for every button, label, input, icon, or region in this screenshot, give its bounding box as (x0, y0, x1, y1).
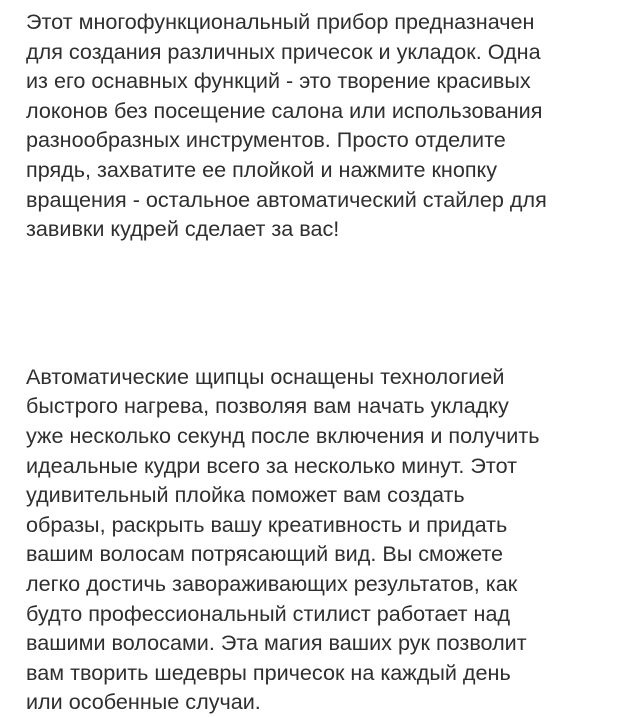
text-line: для создания различных причесок и укладок. Одна (26, 38, 541, 64)
text-line: вам творить шедевры причесок на каждый день (26, 659, 511, 685)
text-line: Автоматические щипцы оснащены технологией (26, 363, 505, 389)
text-line: быстрого нагрева, позволяя вам начать укладку (26, 393, 509, 419)
text-line: из его оснавных функций - это творение красивых (26, 68, 531, 94)
text-line: прядь, захватите ее плойкой и нажмите кнопку (26, 156, 498, 182)
text-line: Этот многофункциональный прибор предназначен (26, 9, 535, 34)
text-line: вашими волосами. Эта магия ваших рук позволит (26, 630, 527, 656)
text-line: локонов без посещение салона или использования (26, 97, 543, 123)
paragraph-features (26, 362, 612, 717)
text-line: будто профессиональный стилист работает над (26, 600, 511, 626)
article-body (26, 7, 612, 717)
paragraph-intro (26, 7, 612, 244)
text-line: уже несколько секунд после включения и получить (26, 422, 540, 448)
text-line: удивительный плойка поможет вам создать (26, 482, 465, 508)
text-line: образы, раскрыть вашу креативность и придать (26, 511, 508, 537)
text-line: идеальные кудри всего за несколько минут. Этот (26, 452, 518, 478)
text-line: разнообразных инструментов. Просто отделите (26, 127, 506, 153)
text-line: или особенные случаи. (26, 689, 261, 715)
text-line: завивки кудрей сделает за вас! (26, 216, 340, 242)
text-line: легко достичь завораживающих результатов, как (26, 570, 518, 596)
text-line: вашим волосам потрясающий вид. Вы сможете (26, 541, 504, 567)
paragraph-gap (26, 244, 612, 362)
text-line: вращения - остальное автоматический стайлер для (26, 186, 547, 212)
